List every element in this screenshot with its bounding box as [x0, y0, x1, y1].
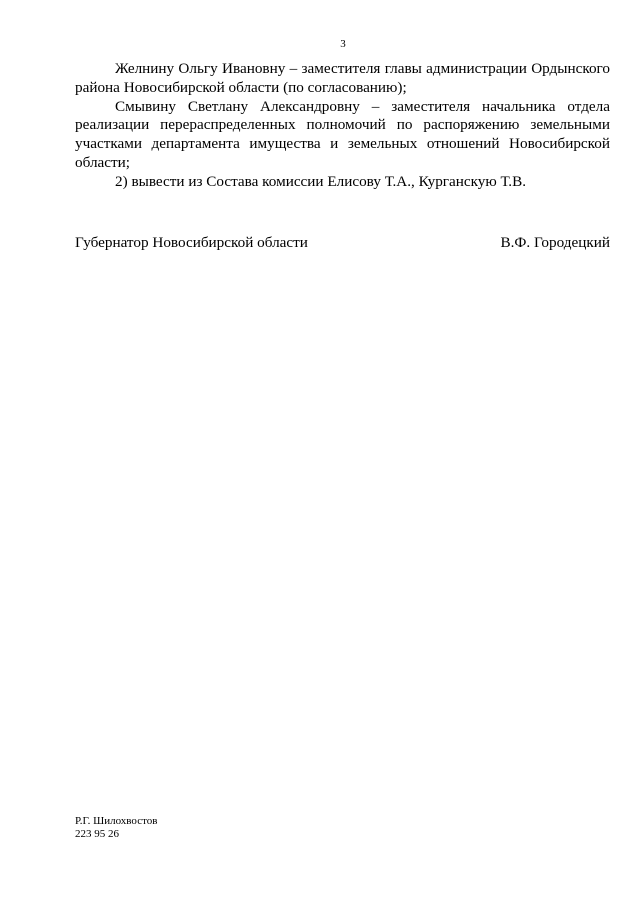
- paragraph-removal: 2) вывести из Состава комиссии Елисову Т.А., Курганскую Т.В.: [115, 172, 527, 190]
- executor-block: [75, 815, 157, 841]
- page-number: 3: [340, 38, 346, 50]
- paragraph-zhelnina: Желнину Ольгу Ивановну – заместителя главы администрации Ордынского района Новосибирской области (по согласованию);: [75, 60, 610, 96]
- signature-block: [75, 234, 610, 252]
- executor-phone: 223 95 26: [75, 828, 119, 840]
- document-body: [75, 60, 610, 192]
- paragraph-smyvina: Смывину Светлану Александровну – заместителя начальника отдела реализации перераспределенных полномочий по распоряжению земельными участками департамента имущества и земельных отношений Новосибирской области;: [75, 97, 610, 171]
- signatory-position: Губернатор Новосибирской области: [75, 234, 308, 251]
- executor-name: Р.Г. Шилохвостов: [75, 815, 158, 827]
- signatory-name: В.Ф. Городецкий: [500, 234, 610, 251]
